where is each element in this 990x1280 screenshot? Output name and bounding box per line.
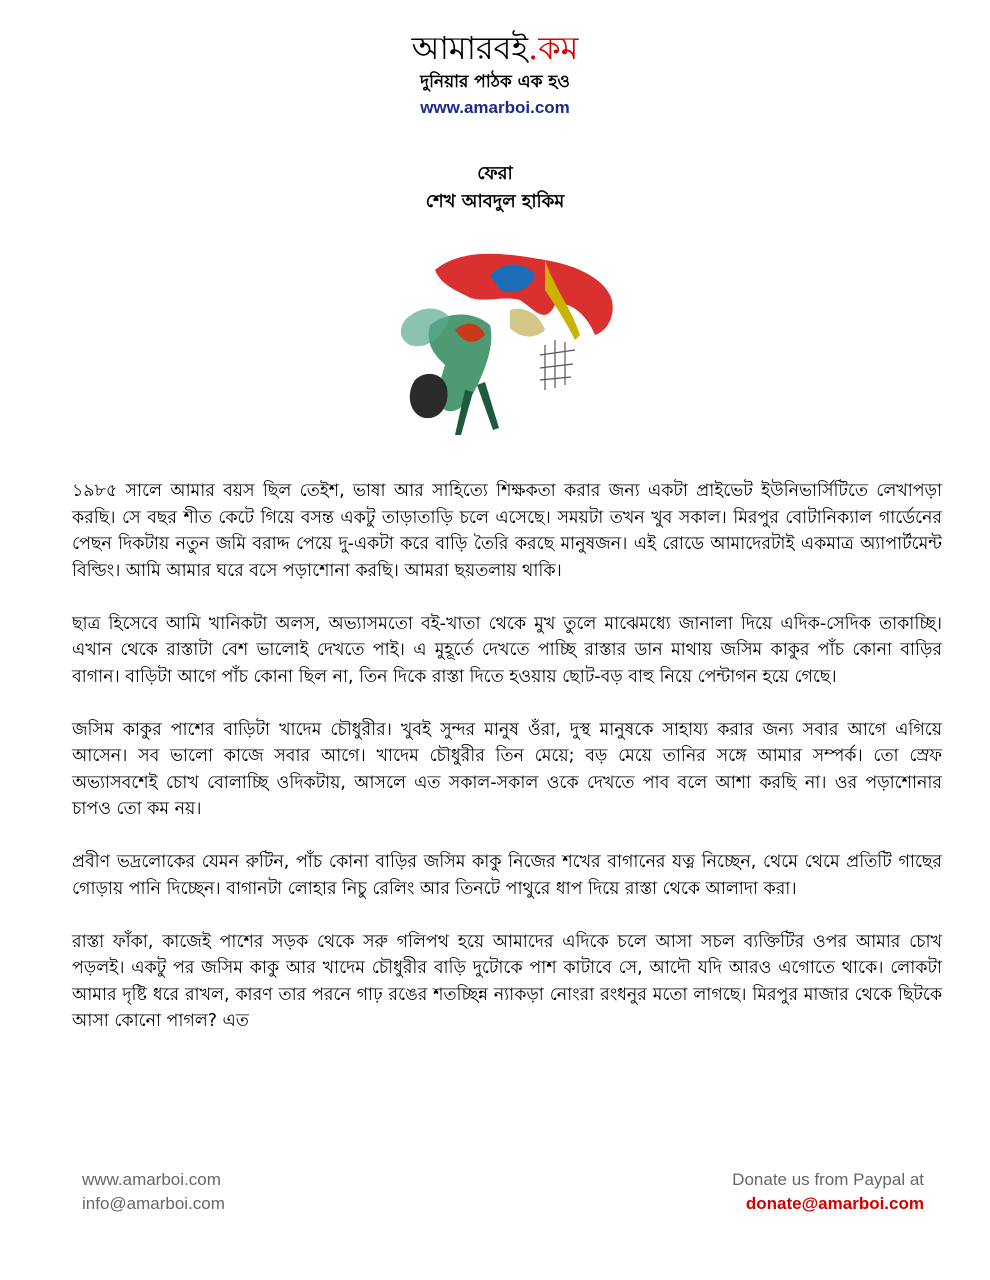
donate-email-link[interactable]: donate@amarboi.com (745, 1194, 924, 1213)
site-name-dot: . (528, 29, 539, 67)
story-body (72, 478, 942, 1035)
site-name-main: আমারবই (411, 29, 529, 67)
story-illustration (395, 250, 620, 440)
site-url-link[interactable]: www.amarboi.com (420, 98, 570, 117)
donate-text: Donate us from Paypal at (732, 1170, 924, 1189)
footer-email-link[interactable]: info@amarboi.com (82, 1194, 225, 1213)
footer-site-link[interactable]: www.amarboi.com (82, 1170, 221, 1189)
story-paragraph: ছাত্র হিসেবে আমি খানিকটা অলস, অভ্যাসমতো বই-খাতা থেকে মুখ তুলে মাঝেমধ্যে জানালা দিয়ে এদিক-সেদিক তাকাচ্ছি। এখান থেকে রাস্তাটা বেশ ভালোই দেখতে পাই। এ মুহূর্তে দেখতে পাচ্ছি রাস্তার ডান মাথায় জসিম কাকুর পাঁচ কোনা বাড়ির বাগান। বাড়িটা আগে পাঁচ কোনা ছিল না, তিন দিকে রাস্তা দিতে হওয়ায় ছোট-বড় বাহু নিয়ে পেন্টাগন হয়ে গেছে। (72, 613, 942, 687)
story-author: শেখ আবদুল হাকিম (425, 191, 565, 212)
story-paragraph: জসিম কাকুর পাশের বাড়িটা খাদেম চৌধুরীর। খুবই সুন্দর মানুষ ওঁরা, দুস্থ মানুষকে সাহায্য করার জন্য সবার আগে এগিয়ে আসেন। সব ভালো কাজে সবার আগে। খাদেম চৌধুরীর তিন মেয়ে; বড় মেয়ে তানির সঙ্গে আমার সম্পর্ক। তো স্রেফ অভ্যাসবশেই চোখ বোলাচ্ছি ওদিকটায়, আসলে এত সকাল-সকাল ওকে দেখতে পাব বলে আশা করছি না। ওর পড়াশোনার চাপও তো কম নয়। (72, 719, 942, 819)
site-tagline: দুনিয়ার পাঠক এক হও (420, 72, 570, 92)
story-heading (0, 160, 990, 216)
story-paragraph: ১৯৮৫ সালে আমার বয়স ছিল তেইশ, ভাষা আর সাহিত্যে শিক্ষকতা করার জন্য একটা প্রাইভেট ইউনিভার্সিটিতে লেখাপড়া করছি। সে বছর শীত কেটে গিয়ে বসন্ত একটু তাড়াতাড়ি চলে এসেছে। সময়টা তখন খুব সকাল। মিরপুর বোটানিক্যাল গার্ডেনের পেছন দিকটায় নতুন জমি বরাদ্দ পেয়ে দু-একটা করে বাড়ি তৈরি করছে মানুষজন। এই রোডে আমাদেরটাই একমাত্র অ্যাপার্টমেন্ট বিল্ডিং। আমি আমার ঘরে বসে পড়াশোনা করছি। আমরা ছয়তলায় থাকি। (72, 481, 942, 581)
footer-left (82, 1168, 225, 1216)
page-header (0, 28, 990, 120)
story-paragraph: রাস্তা ফাঁকা, কাজেই পাশের সড়ক থেকে সরু গলিপথ হয়ে আমাদের এদিকে চলে আসা সচল ব্যক্তিটির ওপর আমার চোখ পড়লই। একটু পর জসিম কাকু আর খাদেম চৌধুরীর বাড়ি দুটোকে পাশ কাটাবে সে, আদৌ যদি আরও এগোতে থাকে। লোকটা আমার দৃষ্টি ধরে রাখল, কারণ তার পরনে গাঢ় রঙের শতচ্ছিন্ন ন্যাকড়া নোংরা রংধনুর মতো লাগছে। মিরপুর মাজার থেকে ছিটকে আসা কোনো পাগল? এত (72, 931, 942, 1031)
site-name-suffix: কম (538, 29, 579, 67)
story-paragraph: প্রবীণ ভদ্রলোকের যেমন রুটিন, পাঁচ কোনা বাড়ির জসিম কাকু নিজের শখের বাগানের যত্ন নিচ্ছেন, থেমে থেমে প্রতিটি গাছের গোড়ায় পানি দিচ্ছেন। বাগানটা লোহার নিচু রেলিং আর তিনটে পাথুরে ধাপ দিয়ে রাস্তা থেকে আলাদা করা। (72, 852, 942, 899)
site-title (0, 28, 990, 68)
footer-right (732, 1168, 924, 1216)
story-title: ফেরা (477, 163, 513, 184)
